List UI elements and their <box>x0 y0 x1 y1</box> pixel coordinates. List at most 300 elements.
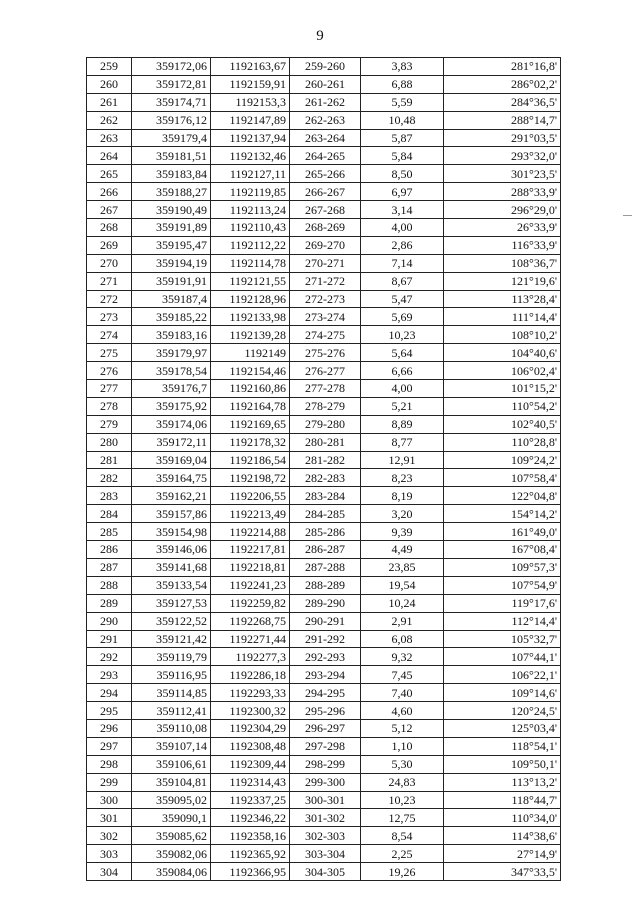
y-coordinate-cell: 1192113,24 <box>211 201 290 219</box>
segment-cell: 279-280 <box>290 415 361 433</box>
point-number-cell: 302 <box>87 827 132 845</box>
distance-cell: 2,25 <box>361 845 444 863</box>
direction-angle-cell: 109°50,1' <box>444 755 561 773</box>
table-row <box>87 827 561 845</box>
direction-angle-cell: 154°14,2' <box>444 505 561 523</box>
segment-cell: 298-299 <box>290 755 361 773</box>
table-row <box>87 272 561 290</box>
distance-cell: 8,50 <box>361 165 444 183</box>
table-row <box>87 648 561 666</box>
x-coordinate-cell: 359162,21 <box>132 487 211 505</box>
table-row <box>87 308 561 326</box>
point-number-cell: 271 <box>87 272 132 290</box>
distance-cell: 5,47 <box>361 290 444 308</box>
distance-cell: 8,89 <box>361 415 444 433</box>
point-number-cell: 280 <box>87 433 132 451</box>
y-coordinate-cell: 1192206,55 <box>211 487 290 505</box>
distance-cell: 19,54 <box>361 576 444 594</box>
table-row <box>87 451 561 469</box>
x-coordinate-cell: 359121,42 <box>132 630 211 648</box>
table-row <box>87 344 561 362</box>
x-coordinate-cell: 359119,79 <box>132 648 211 666</box>
x-coordinate-cell: 359195,47 <box>132 236 211 254</box>
segment-cell: 282-283 <box>290 469 361 487</box>
y-coordinate-cell: 1192128,96 <box>211 290 290 308</box>
direction-angle-cell: 301°23,5' <box>444 165 561 183</box>
table-row <box>87 666 561 684</box>
y-coordinate-cell: 1192286,18 <box>211 666 290 684</box>
direction-angle-cell: 113°13,2' <box>444 773 561 791</box>
direction-angle-cell: 106°22,1' <box>444 666 561 684</box>
table-row <box>87 93 561 111</box>
direction-angle-cell: 122°04,8' <box>444 487 561 505</box>
segment-cell: 280-281 <box>290 433 361 451</box>
table-row <box>87 201 561 219</box>
distance-cell: 5,30 <box>361 755 444 773</box>
distance-cell: 10,48 <box>361 111 444 129</box>
distance-cell: 9,39 <box>361 523 444 541</box>
distance-cell: 10,24 <box>361 594 444 612</box>
x-coordinate-cell: 359172,06 <box>132 58 211 76</box>
table-row <box>87 541 561 559</box>
x-coordinate-cell: 359191,89 <box>132 219 211 237</box>
direction-angle-cell: 288°33,9' <box>444 183 561 201</box>
table-row <box>87 111 561 129</box>
direction-angle-cell: 293°32,0' <box>444 147 561 165</box>
point-number-cell: 279 <box>87 415 132 433</box>
segment-cell: 277-278 <box>290 380 361 398</box>
y-coordinate-cell: 1192213,49 <box>211 505 290 523</box>
table-row <box>87 576 561 594</box>
direction-angle-cell: 119°17,6' <box>444 594 561 612</box>
segment-cell: 299-300 <box>290 773 361 791</box>
distance-cell: 12,91 <box>361 451 444 469</box>
table-row <box>87 845 561 863</box>
direction-angle-cell: 286°02,2' <box>444 75 561 93</box>
table-row <box>87 523 561 541</box>
distance-cell: 5,69 <box>361 308 444 326</box>
point-number-cell: 269 <box>87 236 132 254</box>
direction-angle-cell: 281°16,8' <box>444 58 561 76</box>
segment-cell: 287-288 <box>290 558 361 576</box>
y-coordinate-cell: 1192277,3 <box>211 648 290 666</box>
point-number-cell: 272 <box>87 290 132 308</box>
direction-angle-cell: 106°02,4' <box>444 362 561 380</box>
point-number-cell: 289 <box>87 594 132 612</box>
direction-angle-cell: 296°29,0' <box>444 201 561 219</box>
segment-cell: 265-266 <box>290 165 361 183</box>
y-coordinate-cell: 1192268,75 <box>211 612 290 630</box>
direction-angle-cell: 120°24,5' <box>444 702 561 720</box>
y-coordinate-cell: 1192218,81 <box>211 558 290 576</box>
y-coordinate-cell: 1192110,43 <box>211 219 290 237</box>
x-coordinate-cell: 359114,85 <box>132 684 211 702</box>
segment-cell: 292-293 <box>290 648 361 666</box>
distance-cell: 3,20 <box>361 505 444 523</box>
segment-cell: 304-305 <box>290 863 361 881</box>
x-coordinate-cell: 359194,19 <box>132 254 211 272</box>
table-row <box>87 684 561 702</box>
table-row <box>87 165 561 183</box>
point-number-cell: 277 <box>87 380 132 398</box>
table-row <box>87 380 561 398</box>
y-coordinate-cell: 1192365,92 <box>211 845 290 863</box>
distance-cell: 8,54 <box>361 827 444 845</box>
point-number-cell: 261 <box>87 93 132 111</box>
direction-angle-cell: 109°14,6' <box>444 684 561 702</box>
coordinates-table <box>86 57 561 881</box>
y-coordinate-cell: 1192159,91 <box>211 75 290 93</box>
point-number-cell: 284 <box>87 505 132 523</box>
x-coordinate-cell: 359141,68 <box>132 558 211 576</box>
segment-cell: 284-285 <box>290 505 361 523</box>
table-row <box>87 487 561 505</box>
segment-cell: 267-268 <box>290 201 361 219</box>
direction-angle-cell: 116°33,9' <box>444 236 561 254</box>
segment-cell: 270-271 <box>290 254 361 272</box>
table-row <box>87 129 561 147</box>
x-coordinate-cell: 359085,62 <box>132 827 211 845</box>
x-coordinate-cell: 359107,14 <box>132 737 211 755</box>
x-coordinate-cell: 359122,52 <box>132 612 211 630</box>
y-coordinate-cell: 1192139,28 <box>211 326 290 344</box>
direction-angle-cell: 110°28,8' <box>444 433 561 451</box>
x-coordinate-cell: 359110,08 <box>132 719 211 737</box>
point-number-cell: 268 <box>87 219 132 237</box>
segment-cell: 289-290 <box>290 594 361 612</box>
x-coordinate-cell: 359187,4 <box>132 290 211 308</box>
y-coordinate-cell: 1192149 <box>211 344 290 362</box>
distance-cell: 4,00 <box>361 219 444 237</box>
y-coordinate-cell: 1192214,88 <box>211 523 290 541</box>
distance-cell: 4,49 <box>361 541 444 559</box>
distance-cell: 2,91 <box>361 612 444 630</box>
table-row <box>87 773 561 791</box>
distance-cell: 19,26 <box>361 863 444 881</box>
point-number-cell: 295 <box>87 702 132 720</box>
x-coordinate-cell: 359174,71 <box>132 93 211 111</box>
x-coordinate-cell: 359190,49 <box>132 201 211 219</box>
table-row <box>87 326 561 344</box>
point-number-cell: 259 <box>87 58 132 76</box>
direction-angle-cell: 347°33,5' <box>444 863 561 881</box>
x-coordinate-cell: 359133,54 <box>132 576 211 594</box>
point-number-cell: 282 <box>87 469 132 487</box>
segment-cell: 301-302 <box>290 809 361 827</box>
point-number-cell: 286 <box>87 541 132 559</box>
y-coordinate-cell: 1192169,65 <box>211 415 290 433</box>
point-number-cell: 278 <box>87 397 132 415</box>
direction-angle-cell: 161°49,0' <box>444 523 561 541</box>
segment-cell: 296-297 <box>290 719 361 737</box>
x-coordinate-cell: 359127,53 <box>132 594 211 612</box>
distance-cell: 5,64 <box>361 344 444 362</box>
segment-cell: 262-263 <box>290 111 361 129</box>
direction-angle-cell: 107°54,9' <box>444 576 561 594</box>
segment-cell: 300-301 <box>290 791 361 809</box>
y-coordinate-cell: 1192186,54 <box>211 451 290 469</box>
segment-cell: 266-267 <box>290 183 361 201</box>
point-number-cell: 270 <box>87 254 132 272</box>
direction-angle-cell: 101°15,2' <box>444 380 561 398</box>
table-row <box>87 612 561 630</box>
x-coordinate-cell: 359179,97 <box>132 344 211 362</box>
y-coordinate-cell: 1192271,44 <box>211 630 290 648</box>
x-coordinate-cell: 359175,92 <box>132 397 211 415</box>
x-coordinate-cell: 359172,11 <box>132 433 211 451</box>
segment-cell: 259-260 <box>290 58 361 76</box>
table-row <box>87 469 561 487</box>
table-row <box>87 415 561 433</box>
table-row <box>87 290 561 308</box>
x-coordinate-cell: 359095,02 <box>132 791 211 809</box>
distance-cell: 8,77 <box>361 433 444 451</box>
x-coordinate-cell: 359104,81 <box>132 773 211 791</box>
y-coordinate-cell: 1192358,16 <box>211 827 290 845</box>
direction-angle-cell: 26°33,9' <box>444 219 561 237</box>
distance-cell: 4,00 <box>361 380 444 398</box>
scan-mark <box>623 215 632 216</box>
distance-cell: 9,32 <box>361 648 444 666</box>
point-number-cell: 299 <box>87 773 132 791</box>
segment-cell: 294-295 <box>290 684 361 702</box>
segment-cell: 261-262 <box>290 93 361 111</box>
segment-cell: 268-269 <box>290 219 361 237</box>
distance-cell: 7,45 <box>361 666 444 684</box>
point-number-cell: 276 <box>87 362 132 380</box>
x-coordinate-cell: 359188,27 <box>132 183 211 201</box>
distance-cell: 5,87 <box>361 129 444 147</box>
direction-angle-cell: 110°34,0' <box>444 809 561 827</box>
direction-angle-cell: 110°54,2' <box>444 397 561 415</box>
y-coordinate-cell: 1192153,3 <box>211 93 290 111</box>
table-row <box>87 594 561 612</box>
table-row <box>87 236 561 254</box>
segment-cell: 295-296 <box>290 702 361 720</box>
point-number-cell: 292 <box>87 648 132 666</box>
y-coordinate-cell: 1192133,98 <box>211 308 290 326</box>
y-coordinate-cell: 1192304,29 <box>211 719 290 737</box>
x-coordinate-cell: 359157,86 <box>132 505 211 523</box>
segment-cell: 281-282 <box>290 451 361 469</box>
x-coordinate-cell: 359169,04 <box>132 451 211 469</box>
y-coordinate-cell: 1192198,72 <box>211 469 290 487</box>
direction-angle-cell: 109°57,3' <box>444 558 561 576</box>
page-number: 9 <box>316 28 324 44</box>
y-coordinate-cell: 1192337,25 <box>211 791 290 809</box>
direction-angle-cell: 105°32,7' <box>444 630 561 648</box>
point-number-cell: 273 <box>87 308 132 326</box>
distance-cell: 24,83 <box>361 773 444 791</box>
y-coordinate-cell: 1192160,86 <box>211 380 290 398</box>
distance-cell: 5,59 <box>361 93 444 111</box>
distance-cell: 5,12 <box>361 719 444 737</box>
y-coordinate-cell: 1192300,32 <box>211 702 290 720</box>
direction-angle-cell: 107°58,4' <box>444 469 561 487</box>
segment-cell: 263-264 <box>290 129 361 147</box>
segment-cell: 291-292 <box>290 630 361 648</box>
table-row <box>87 58 561 76</box>
direction-angle-cell: 109°24,2' <box>444 451 561 469</box>
point-number-cell: 304 <box>87 863 132 881</box>
table-row <box>87 630 561 648</box>
distance-cell: 8,67 <box>361 272 444 290</box>
point-number-cell: 293 <box>87 666 132 684</box>
direction-angle-cell: 27°14,9' <box>444 845 561 863</box>
x-coordinate-cell: 359084,06 <box>132 863 211 881</box>
y-coordinate-cell: 1192132,46 <box>211 147 290 165</box>
segment-cell: 273-274 <box>290 308 361 326</box>
point-number-cell: 296 <box>87 719 132 737</box>
x-coordinate-cell: 359082,06 <box>132 845 211 863</box>
y-coordinate-cell: 1192121,55 <box>211 272 290 290</box>
direction-angle-cell: 111°14,4' <box>444 308 561 326</box>
direction-angle-cell: 167°08,4' <box>444 541 561 559</box>
segment-cell: 272-273 <box>290 290 361 308</box>
direction-angle-cell: 288°14,7' <box>444 111 561 129</box>
distance-cell: 4,60 <box>361 702 444 720</box>
x-coordinate-cell: 359106,61 <box>132 755 211 773</box>
y-coordinate-cell: 1192217,81 <box>211 541 290 559</box>
x-coordinate-cell: 359183,16 <box>132 326 211 344</box>
table-row <box>87 863 561 881</box>
y-coordinate-cell: 1192366,95 <box>211 863 290 881</box>
distance-cell: 3,83 <box>361 58 444 76</box>
y-coordinate-cell: 1192147,89 <box>211 111 290 129</box>
point-number-cell: 303 <box>87 845 132 863</box>
distance-cell: 10,23 <box>361 326 444 344</box>
direction-angle-cell: 284°36,5' <box>444 93 561 111</box>
table-row <box>87 809 561 827</box>
x-coordinate-cell: 359181,51 <box>132 147 211 165</box>
segment-cell: 303-304 <box>290 845 361 863</box>
table-row <box>87 75 561 93</box>
direction-angle-cell: 118°54,1' <box>444 737 561 755</box>
distance-cell: 6,88 <box>361 75 444 93</box>
table-row <box>87 219 561 237</box>
x-coordinate-cell: 359172,81 <box>132 75 211 93</box>
point-number-cell: 297 <box>87 737 132 755</box>
direction-angle-cell: 121°19,6' <box>444 272 561 290</box>
segment-cell: 278-279 <box>290 397 361 415</box>
y-coordinate-cell: 1192112,22 <box>211 236 290 254</box>
point-number-cell: 274 <box>87 326 132 344</box>
direction-angle-cell: 104°40,6' <box>444 344 561 362</box>
x-coordinate-cell: 359176,7 <box>132 380 211 398</box>
table-row <box>87 755 561 773</box>
segment-cell: 302-303 <box>290 827 361 845</box>
direction-angle-cell: 125°03,4' <box>444 719 561 737</box>
y-coordinate-cell: 1192137,94 <box>211 129 290 147</box>
point-number-cell: 291 <box>87 630 132 648</box>
direction-angle-cell: 113°28,4' <box>444 290 561 308</box>
y-coordinate-cell: 1192241,23 <box>211 576 290 594</box>
segment-cell: 286-287 <box>290 541 361 559</box>
direction-angle-cell: 112°14,4' <box>444 612 561 630</box>
point-number-cell: 285 <box>87 523 132 541</box>
y-coordinate-cell: 1192308,48 <box>211 737 290 755</box>
x-coordinate-cell: 359090,1 <box>132 809 211 827</box>
distance-cell: 5,21 <box>361 397 444 415</box>
distance-cell: 8,19 <box>361 487 444 505</box>
segment-cell: 290-291 <box>290 612 361 630</box>
segment-cell: 275-276 <box>290 344 361 362</box>
distance-cell: 12,75 <box>361 809 444 827</box>
table-row <box>87 147 561 165</box>
x-coordinate-cell: 359176,12 <box>132 111 211 129</box>
direction-angle-cell: 118°44,7' <box>444 791 561 809</box>
y-coordinate-cell: 1192346,22 <box>211 809 290 827</box>
direction-angle-cell: 108°10,2' <box>444 326 561 344</box>
point-number-cell: 283 <box>87 487 132 505</box>
y-coordinate-cell: 1192259,82 <box>211 594 290 612</box>
segment-cell: 276-277 <box>290 362 361 380</box>
point-number-cell: 264 <box>87 147 132 165</box>
point-number-cell: 294 <box>87 684 132 702</box>
table-row <box>87 505 561 523</box>
direction-angle-cell: 108°36,7' <box>444 254 561 272</box>
point-number-cell: 267 <box>87 201 132 219</box>
point-number-cell: 260 <box>87 75 132 93</box>
x-coordinate-cell: 359146,06 <box>132 541 211 559</box>
table-row <box>87 362 561 380</box>
point-number-cell: 263 <box>87 129 132 147</box>
point-number-cell: 265 <box>87 165 132 183</box>
segment-cell: 274-275 <box>290 326 361 344</box>
x-coordinate-cell: 359183,84 <box>132 165 211 183</box>
y-coordinate-cell: 1192163,67 <box>211 58 290 76</box>
distance-cell: 6,97 <box>361 183 444 201</box>
x-coordinate-cell: 359178,54 <box>132 362 211 380</box>
segment-cell: 260-261 <box>290 75 361 93</box>
point-number-cell: 288 <box>87 576 132 594</box>
x-coordinate-cell: 359174,06 <box>132 415 211 433</box>
segment-cell: 271-272 <box>290 272 361 290</box>
point-number-cell: 301 <box>87 809 132 827</box>
point-number-cell: 300 <box>87 791 132 809</box>
distance-cell: 6,66 <box>361 362 444 380</box>
point-number-cell: 266 <box>87 183 132 201</box>
distance-cell: 2,86 <box>361 236 444 254</box>
distance-cell: 7,14 <box>361 254 444 272</box>
x-coordinate-cell: 359191,91 <box>132 272 211 290</box>
distance-cell: 1,10 <box>361 737 444 755</box>
segment-cell: 285-286 <box>290 523 361 541</box>
distance-cell: 3,14 <box>361 201 444 219</box>
y-coordinate-cell: 1192154,46 <box>211 362 290 380</box>
table-row <box>87 433 561 451</box>
point-number-cell: 287 <box>87 558 132 576</box>
distance-cell: 10,23 <box>361 791 444 809</box>
point-number-cell: 281 <box>87 451 132 469</box>
y-coordinate-cell: 1192178,32 <box>211 433 290 451</box>
y-coordinate-cell: 1192164,78 <box>211 397 290 415</box>
segment-cell: 293-294 <box>290 666 361 684</box>
segment-cell: 269-270 <box>290 236 361 254</box>
table-row <box>87 719 561 737</box>
segment-cell: 264-265 <box>290 147 361 165</box>
table-body <box>87 58 561 881</box>
segment-cell: 288-289 <box>290 576 361 594</box>
y-coordinate-cell: 1192314,43 <box>211 773 290 791</box>
direction-angle-cell: 102°40,5' <box>444 415 561 433</box>
point-number-cell: 275 <box>87 344 132 362</box>
direction-angle-cell: 291°03,5' <box>444 129 561 147</box>
point-number-cell: 298 <box>87 755 132 773</box>
y-coordinate-cell: 1192119,85 <box>211 183 290 201</box>
direction-angle-cell: 107°44,1' <box>444 648 561 666</box>
point-number-cell: 290 <box>87 612 132 630</box>
